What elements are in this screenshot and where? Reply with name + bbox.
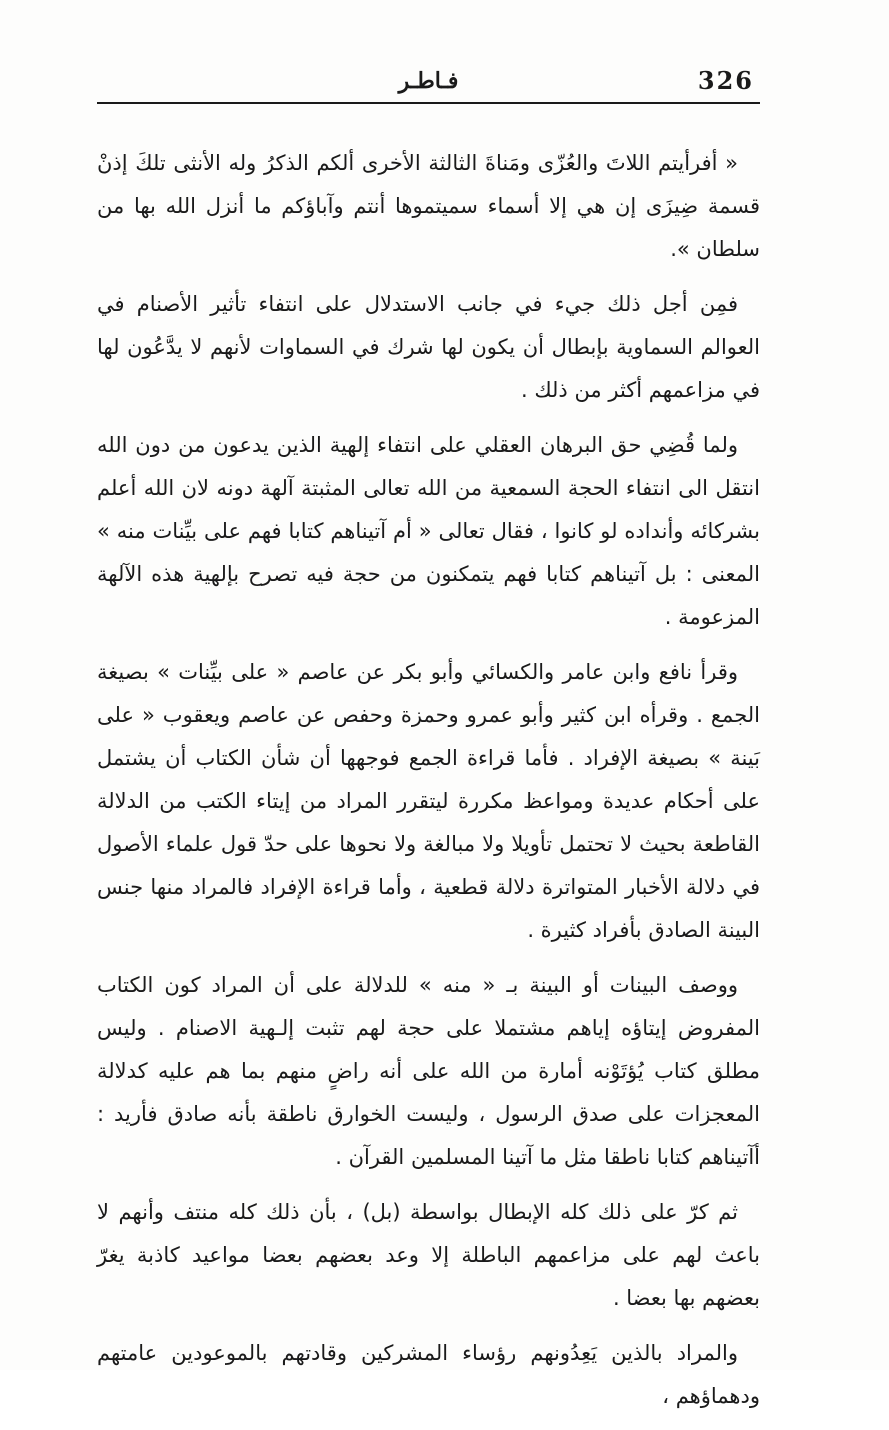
paragraph-meaning: والمراد بالذين يَعِدُونهم رؤساء المشركين وقادتهم بالموعودين عامتهم ودهماؤهم ،	[97, 1341, 760, 1408]
page-header	[97, 62, 760, 98]
paragraph-reasoning: فمِن أجل ذلك جيء في جانب الاستدلال على انتفاء تأثير الأصنام في العوالم السماوية بإبطال أن يكون لها شرك في السماوات لأنهم لا يدَّعُون لها في مزاعمهم أكثر من ذلك .	[97, 292, 760, 402]
running-title: فـاطـر	[398, 68, 459, 94]
paragraph-quote: « أفرأيتم اللاتَ والعُزّى ومَناةَ الثالثة الأخرى ألكم الذكرُ وله الأنثى تلكَ إذنْ قسمة ضِيزَى إن هي إلا أسماء سميتموها أنتم وآباؤكم ما أنزل الله بها من سلطان ».	[97, 151, 760, 261]
paragraph-description: ووصف البينات أو البينة بـ « منه » للدلالة على أن المراد كون الكتاب المفروض إيتاؤه إياهم مشتملا على حجة لهم تثبت إلـهية الاصنام . وليس مطلق كتاب يُؤتَوْنه أمارة من الله على أنه راضٍ منهم بما هم عليه كدلالة المعجزات على صدق الرسول ، وليست الخوارق ناطقة بأنه صادق فأريد : أآتيناهم كتابا ناطقا مثل ما آتينا المسلمين القرآن .	[97, 973, 760, 1169]
paragraph-refutation: ثم كرّ على ذلك كله الإبطال بواسطة (بل) ، بأن ذلك كله منتف وأنهم لا باعث لهم على مزاعمهم الباطلة إلا وعد بعضهم بعضا مواعيد كاذبة يغرّ بعضهم بها بعضا .	[97, 1200, 760, 1310]
header-rule	[97, 102, 760, 104]
paragraph-readings: وقرأ نافع وابن عامر والكسائي وأبو بكر عن عاصم « على بيِّنات » بصيغة الجمع . وقرأه ابن كثير وأبو عمرو وحمزة وحفص عن عاصم ويعقوب « على بَينة » بصيغة الإفراد . فأما قراءة الجمع فوجهها أن شأن الكتاب أن يشتمل على أحكام عديدة ومواعظ مكررة ليتقرر المراد من إيتاء الكتب من الدلالة القاطعة بحيث لا تحتمل تأويلا ولا مبالغة ولا نحوها على حدّ قول علماء الأصول في دلالة الأخبار المتواترة دلالة قطعية ، وأما قراءة الإفراد فالمراد منها جنس البينة الصادق بأفراد كثيرة .	[97, 660, 760, 942]
page-number: 326	[697, 66, 754, 95]
paragraph-proof: ولما قُضِي حق البرهان العقلي على انتفاء إلهية الذين يدعون من دون الله انتقل الى انتفاء الحجة السمعية من الله تعالى المثبتة آلهة دونه لان الله أعلم بشركائه وأنداده لو كانوا ، فقال تعالى « أم آتيناهم كتابا فهم على بيِّنات منه » المعنى : بل آتيناهم كتابا فهم يتمكنون من حجة فيه تصرح بإلهية هذه الآلهة المزعومة .	[97, 433, 760, 629]
body-text	[97, 142, 760, 1430]
